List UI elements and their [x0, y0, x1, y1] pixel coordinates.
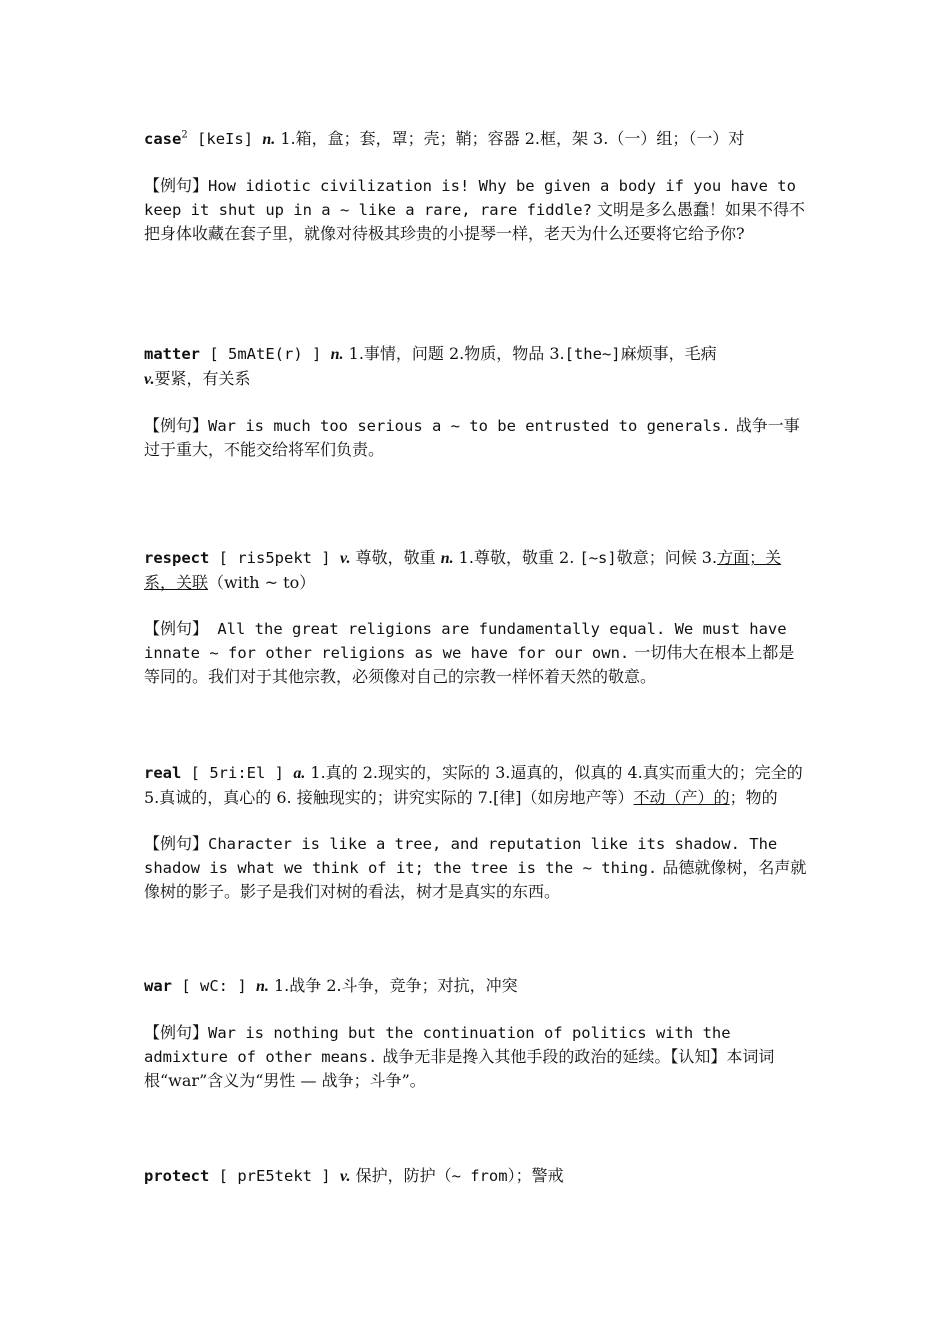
part-of-speech: n.	[256, 978, 269, 995]
definition: 保护，防护（	[350, 1166, 452, 1185]
example-sentence	[144, 617, 809, 689]
entry-respect	[144, 546, 809, 689]
definition: 1.真的 2.现实的，实际的 3.逼真的，似真的 4.真实而重大的；完全的 5.真诚的，真心的 6. 接触现实的；讲究实际的 7.[律]（如房地产等）	[144, 763, 803, 807]
part-of-speech: n.	[330, 346, 344, 363]
superscript: 2	[181, 129, 188, 141]
definition: ；物的	[729, 788, 778, 807]
phonetic: [keIs]	[187, 130, 263, 148]
definition-underlined: 方面；关系，关联	[144, 548, 782, 592]
headword: real	[144, 764, 182, 782]
headword: matter	[144, 345, 200, 363]
definition: 要紧，有关系	[154, 369, 251, 388]
headword: case	[144, 130, 182, 148]
entry-headline	[144, 1164, 809, 1189]
dictionary-page	[144, 127, 809, 1189]
definition: 麻烦事，毛病	[620, 344, 717, 363]
definition-bracket: [the~]	[564, 345, 621, 363]
example-sentence	[144, 174, 809, 246]
phonetic: [ ris5pekt ]	[209, 549, 340, 567]
definition: 1.事情，问题 2.物质，物品 3.	[343, 344, 565, 363]
entry-headline	[144, 342, 809, 392]
entry-case	[144, 127, 809, 246]
definition: （with ~ to）	[208, 573, 316, 592]
phonetic: [ 5ri:El ]	[181, 764, 294, 782]
note-label: 【认知】	[670, 1047, 727, 1066]
example-english: War is much too serious a ~ to be entrusted to generals.	[208, 417, 731, 435]
definition-underlined: 不动（产）的	[633, 788, 730, 807]
example-english: How idiotic civilization is! Why be given a body if you have to keep it shut up in a ~ like a rare, rare fiddle?	[144, 177, 796, 219]
phonetic: [ wC: ]	[172, 977, 256, 995]
example-sentence	[144, 414, 809, 462]
definition: ）；警戒	[507, 1166, 564, 1185]
entry-war	[144, 974, 809, 1093]
example-chinese: 品德就像树，名声就像树的影子。影子是我们对树的看法，树才是真实的东西。	[144, 858, 807, 901]
definition: 1.箱，盒；套，罩；壳；鞘；容器 2.框，架 3.（一）组；（一）对	[275, 129, 745, 148]
part-of-speech: v.	[144, 371, 155, 388]
example-sentence	[144, 1021, 809, 1093]
example-english: Character is like a tree, and reputation like its shadow. The shadow is what we think of it; the tree is the ~ thing.	[144, 835, 778, 877]
example-sentence	[144, 832, 809, 904]
example-label: 【例句】	[144, 1023, 209, 1042]
part-of-speech: n.	[440, 550, 454, 567]
definition-bracket: ~ from	[451, 1167, 508, 1185]
definition-bracket: [~s]	[579, 549, 617, 567]
part-of-speech: v.	[339, 550, 351, 567]
definition: 敬意；问候 3.	[616, 548, 718, 567]
part-of-speech: n.	[262, 131, 276, 148]
entry-headline	[144, 974, 809, 999]
example-chinese: 文明是多么愚蠢！如果不得不把身体收藏在套子里，就像对待极其珍贵的小提琴一样，老天为什么还要将它给予你?	[144, 200, 806, 243]
example-chinese: 战争无非是搀入其他手段的政治的延续。	[377, 1047, 671, 1066]
example-label: 【例句】	[144, 834, 209, 853]
definition: 1.战争 2.斗争，竞争；对抗，冲突	[268, 976, 518, 995]
headword: respect	[144, 549, 210, 567]
entry-matter	[144, 342, 809, 462]
part-of-speech: a.	[293, 765, 306, 782]
example-english: All the great religions are fundamentally equal. We must have innate ~ for other religions as we have for our own.	[144, 620, 787, 662]
note-text: 本词词根“war”含义为“男性 — 战争；斗争”。	[144, 1047, 775, 1090]
definition: 1.尊敬，敬重 2.	[453, 548, 580, 567]
example-chinese: 一切伟大在根本上都是等同的。我们对于其他宗教，必须像对自己的宗教一样怀着天然的敬意。	[144, 643, 795, 686]
phonetic: [ 5mAtE(r) ]	[200, 345, 331, 363]
entry-real	[144, 761, 809, 904]
entry-headline	[144, 127, 809, 152]
phonetic: [ prE5tekt ]	[209, 1167, 340, 1185]
headword: protect	[144, 1167, 210, 1185]
example-english: War is nothing but the continuation of politics with the admixture of other means.	[144, 1024, 731, 1066]
example-label: 【例句】	[144, 416, 209, 435]
part-of-speech: v.	[339, 1168, 351, 1185]
example-chinese: 战争一事过于重大，不能交给将军们负责。	[144, 416, 800, 459]
example-label: 【例句】	[144, 176, 209, 195]
headword: war	[144, 977, 172, 995]
example-label: 【例句】	[144, 619, 209, 638]
entry-headline	[144, 761, 809, 810]
entry-headline	[144, 546, 809, 595]
entry-protect	[144, 1164, 809, 1189]
definition: 尊敬，敬重	[350, 548, 441, 567]
